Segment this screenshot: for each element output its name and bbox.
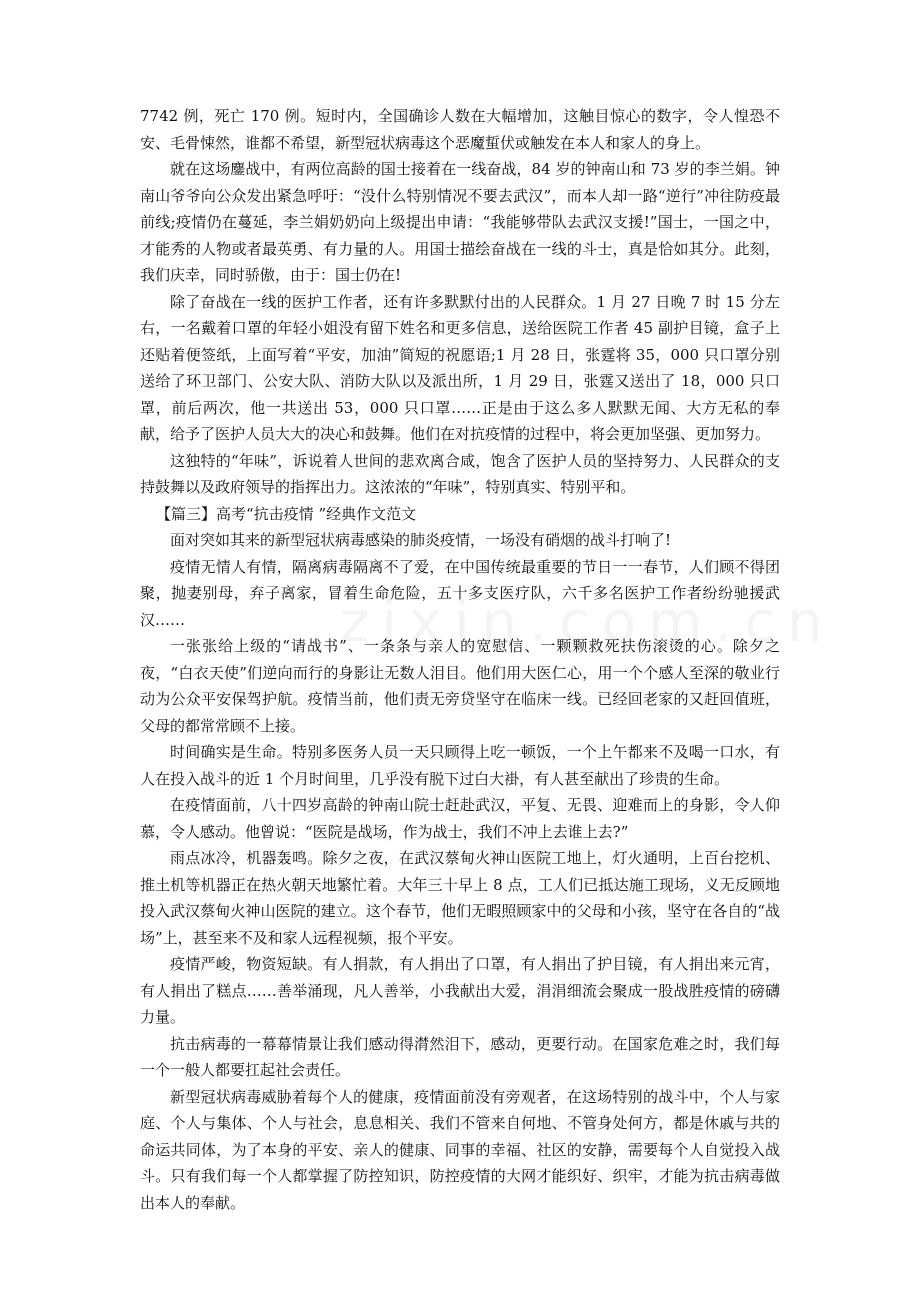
paragraph: 面对突如其来的新型冠状病毒感染的肺炎疫情，一场没有硝烟的战斗打响了! — [170, 531, 672, 549]
paragraph: 雨点冰冷，机器轰鸣。除夕之夜，在武汉蔡甸火神山医院工地上，灯火通明，上百台挖机、推土机等机器正在热火朝天地繁忙着。大年三十早上 8 点，工人们已抵达施工现场，义无反顾地投入武汉蔡甸火神山医院的建立。这个春节，他们无暇照顾家中的父母和小孩，坚守在各自的“战场”上，甚至来不及和家人远程视频，报个平安。 — [140, 849, 780, 947]
paragraph: 除了奋战在一线的医护工作者，还有许多默默付出的人民群众。1 月 27 日晚 7 时 15 分左右，一名戴着口罩的年轻小姐没有留下姓名和更多信息，送给医院工作者 45 副护目镜，盒子上还贴着便签纸，上面写着“平安，加油”简短的祝愿语;1 月 28 日，张霆将 35，000 只口罩分别送给了环卫部门、公安大队、消防大队以及派出所，1 月 29 日，张霆又送出了 18，000 只口罩，前后两次，他一共送出 53，000 只口罩……正是由于这么多人默默无闻、大方无私的奉献，给予了医护人员大大的决心和鼓舞。他们在对抗疫情的过程中，将会更加坚强、更加努力。 — [140, 292, 780, 443]
paragraph: 一张张给上级的“请战书”、一条条与亲人的宽慰信、一颗颗救死扶伤滚烫的心。除夕之夜，“白衣天使”们逆向而行的身影让无数人泪目。他们用大医仁心，用一个个感人至深的敬业行动为公众平安保驾护航。疫情当前，他们责无旁贷坚守在临床一线。已经回老家的又赶回值班，父母的都常常顾不上接。 — [140, 637, 780, 735]
section-heading: 【篇三】高考“抗击疫情 ”经典作文范文 — [156, 504, 417, 523]
paragraph: 疫情严峻，物资短缺。有人捐款，有人捐出了口罩，有人捐出了护目镜，有人捐出来元宵，有人捐出了糕点……善举涌现，凡人善举，小我献出大爱，涓涓细流会聚成一股战胜疫情的磅礴力量。 — [140, 955, 780, 1026]
paragraph: 就在这场鏖战中，有两位高龄的国士接着在一线奋战，84 岁的钟南山和 73 岁的李兰娟。钟南山爷爷向公众发出紧急呼吁：“没什么特别情况不要去武汉”，而本人却一路“逆行”冲往防疫最前线;疫情仍在蔓延，李兰娟奶奶向上级提出申请：“我能够带队去武汉支援!”国士，一国之中，才能秀的人物或者最英勇、有力量的人。用国士描绘奋战在一线的斗士，真是恰如其分。此刻，我们庆幸，同时骄傲，由于：国士仍在! — [140, 160, 780, 284]
paragraph: 在疫情面前，八十四岁高龄的钟南山院士赶赴武汉，平复、无畏、迎难而上的身影，令人仰慕，令人感动。他曾说：“医院是战场，作为战士，我们不冲上去谁上去?” — [140, 796, 780, 841]
paragraph: 7742 例，死亡 170 例。短时内，全国确诊人数在大幅增加，这触目惊心的数字，令人惶恐不安、毛骨悚然，谁都不希望，新型冠状病毒这个恶魔蜇伏或触发在本人和家人的身上。 — [140, 107, 780, 152]
paragraph: 时间确实是生命。特别多医务人员一天只顾得上吃一顿饭，一个上午都来不及喝一口水，有人在投入战斗的近 1 个月时间里，几乎没有脱下过白大褂，有人甚至献出了珍贵的生命。 — [140, 743, 780, 788]
paragraph: 疫情无情人有情，隔离病毒隔离不了爱，在中国传统最重要的节日一一春节，人们顾不得团聚，抛妻别母，弃子离家，冒着生命危险，五十多支医疗队，六千多名医护工作者纷纷驰援武汉…… — [140, 557, 780, 629]
document-page — [140, 103, 780, 1216]
paragraph: 新型冠状病毒威胁着每个人的健康，疫情面前没有旁观者，在这场特别的战斗中，个人与家庭、个人与集体、个人与社会，息息相关、我们不管来自何地、不管身处何方，都是休戚与共的命运共同体，为了本身的平安、亲人的健康、同事的幸福、社区的安静，需要每个人自觉投入战斗。只有我们每一个人都掌握了防控知识，防控疫情的大网才能织好、织牢，才能为抗击病毒做出本人的奉献。 — [140, 1087, 780, 1212]
paragraph: 这独特的“年味”，诉说着人世间的悲欢离合咸，饱含了医护人员的坚持努力、人民群众的支持鼓舞以及政府领导的指挥出力。这浓浓的“年味”，特别真实、特别平和。 — [140, 451, 780, 496]
paragraph: 抗击病毒的一幕幕情景让我们感动得潸然泪下，感动，更要行动。在国家危难之时，我们每一个一般人都要扛起社会责任。 — [140, 1034, 780, 1079]
